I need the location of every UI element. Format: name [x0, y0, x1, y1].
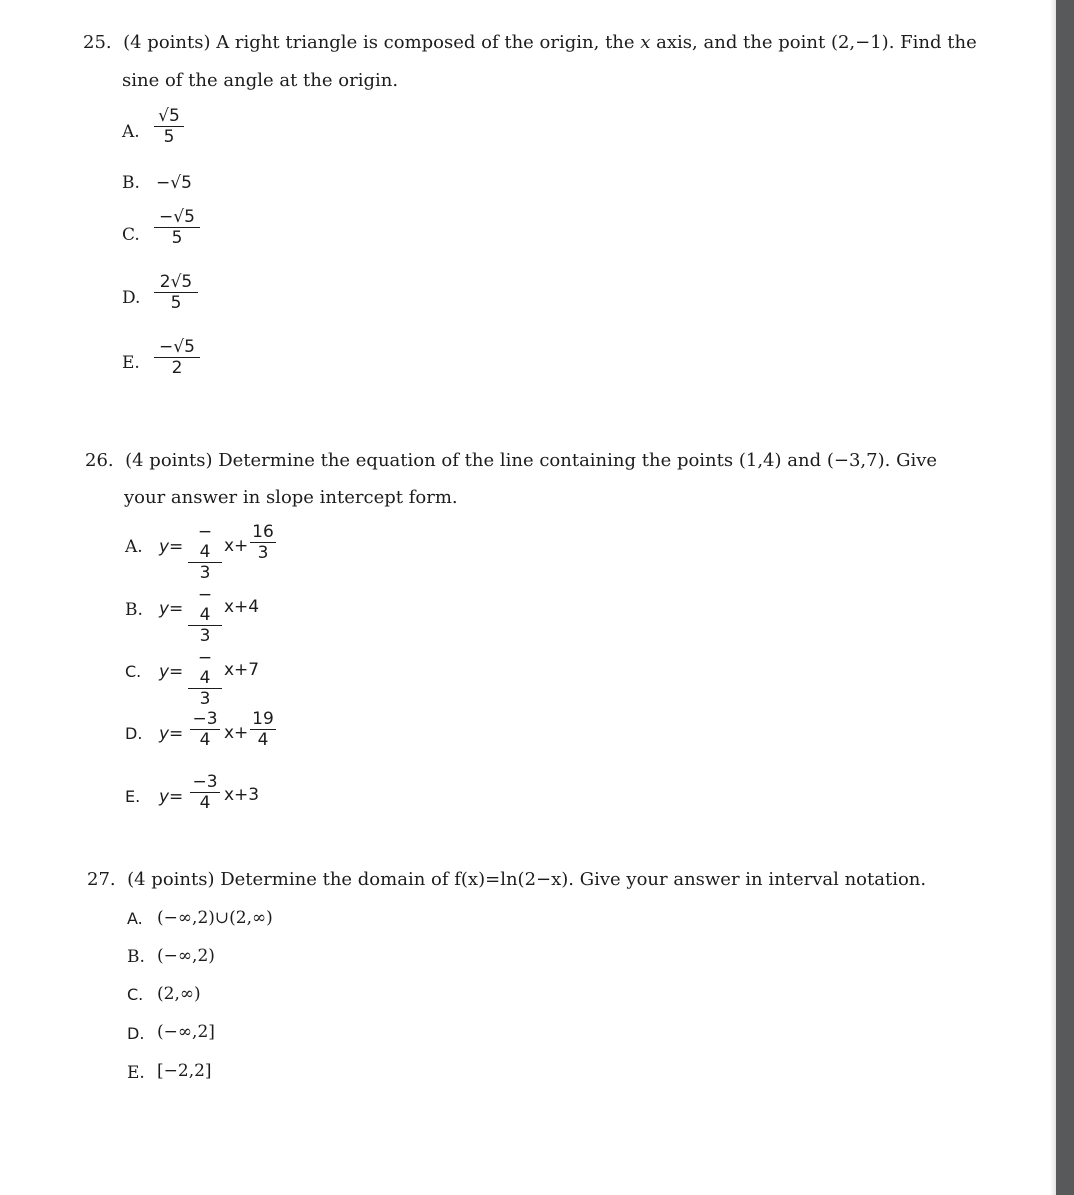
- option-rest: x+4: [224, 597, 260, 617]
- option-value: −√5: [156, 173, 192, 193]
- q26-prompt-part1: (4 points) Determine the equation of the line containing the points: [125, 450, 734, 471]
- option-mid: x+: [224, 536, 249, 556]
- q25-prompt-part2: axis, and the point: [656, 32, 826, 53]
- q25-line-2: sine of the angle at the origin.: [122, 70, 399, 91]
- option-label: B.: [127, 947, 145, 967]
- option-label: B.: [125, 600, 143, 620]
- q26-point1: (1,4): [738, 450, 782, 471]
- option-lhs: y=: [159, 662, 184, 682]
- q25-prompt-part3: Find the: [900, 32, 977, 53]
- q26-line-2: your answer in slope intercept form.: [124, 487, 458, 508]
- q25-point: (2,−1).: [830, 32, 895, 53]
- option-rest: x+7: [224, 660, 260, 680]
- option-rest: x+3: [224, 785, 260, 805]
- option-value: (−∞,2)∪(2,∞): [157, 908, 273, 928]
- option-lhs: y=: [159, 724, 184, 744]
- fraction-denominator: 5: [171, 228, 183, 248]
- option-fraction: [154, 337, 200, 378]
- q27-prompt-part2: Give your answer in interval notation.: [579, 869, 927, 890]
- fraction-numerator: −√5: [159, 337, 195, 357]
- q26-number: 26.: [85, 450, 114, 471]
- fraction-denominator: 4: [199, 730, 211, 750]
- intercept-fraction: [250, 522, 276, 563]
- option-label: D.: [125, 724, 143, 743]
- fraction-numerator: −3: [192, 709, 218, 729]
- fraction-denominator: 4: [199, 793, 211, 813]
- option-fraction: [154, 207, 200, 248]
- fraction-denominator: 3: [257, 543, 269, 563]
- q25-number: 25.: [83, 32, 112, 53]
- option-mid: x+: [224, 723, 249, 743]
- option-label: C.: [122, 225, 140, 245]
- q27-number: 27.: [87, 869, 116, 890]
- fraction-denominator: 2: [171, 358, 183, 378]
- q27-line-1: [87, 869, 926, 891]
- fraction-numerator: − 4: [197, 522, 213, 562]
- option-label: C.: [125, 662, 142, 681]
- option-label: E.: [122, 353, 140, 373]
- option-label: A.: [127, 909, 143, 928]
- option-label: D.: [122, 288, 141, 308]
- option-label: B.: [122, 173, 140, 193]
- option-lhs: y=: [159, 599, 184, 619]
- q25-line-1: [83, 32, 977, 54]
- fraction-denominator: 5: [163, 127, 175, 147]
- option-value: [−2,2]: [157, 1061, 212, 1081]
- fraction-numerator: −√5: [159, 207, 195, 227]
- option-label: E.: [127, 1063, 145, 1083]
- q26-give: Give: [896, 450, 938, 471]
- option-lhs: y=: [159, 537, 184, 557]
- slope-fraction: [188, 648, 222, 709]
- fraction-numerator: − 4: [197, 585, 213, 625]
- fraction-numerator: 19: [252, 709, 274, 729]
- slope-fraction: [188, 585, 222, 646]
- option-label: A.: [125, 537, 143, 557]
- q26-and: and: [787, 450, 822, 471]
- intercept-fraction: [250, 709, 276, 750]
- fraction-numerator: − 4: [197, 648, 213, 688]
- slope-fraction: [188, 522, 222, 583]
- option-value: (−∞,2): [157, 946, 215, 966]
- fraction-denominator: 4: [257, 730, 269, 750]
- slope-fraction: [190, 772, 220, 813]
- option-label: A.: [122, 122, 140, 142]
- fraction-numerator: −3: [192, 772, 218, 792]
- q26-line-1: [85, 450, 937, 472]
- option-value: (−∞,2]: [157, 1022, 215, 1042]
- slope-fraction: [190, 709, 220, 750]
- option-label: C.: [127, 985, 144, 1004]
- q25-prompt-part1: (4 points) A right triangle is composed of the origin, the: [123, 32, 635, 53]
- q26-point2: (−3,7).: [826, 450, 891, 471]
- q27-prompt-part1: (4 points) Determine the domain of: [127, 869, 449, 890]
- option-fraction: [154, 106, 184, 147]
- option-fraction: [154, 272, 198, 313]
- fraction-denominator: 3: [199, 563, 211, 583]
- q25-var-x: x: [640, 32, 651, 53]
- option-label: D.: [127, 1024, 145, 1043]
- fraction-numerator: √5: [158, 106, 180, 126]
- fraction-denominator: 3: [199, 626, 211, 646]
- option-label: E.: [125, 787, 141, 806]
- option-lhs: y=: [159, 787, 184, 807]
- viewer-scrollbar[interactable]: [1056, 0, 1074, 1195]
- q27-function: f(x)=ln(2−x).: [454, 869, 574, 890]
- fraction-numerator: 16: [252, 522, 274, 542]
- fraction-numerator: 2√5: [159, 272, 193, 292]
- option-value: (2,∞): [157, 984, 201, 1004]
- fraction-denominator: 5: [170, 293, 182, 313]
- fraction-denominator: 3: [199, 689, 211, 709]
